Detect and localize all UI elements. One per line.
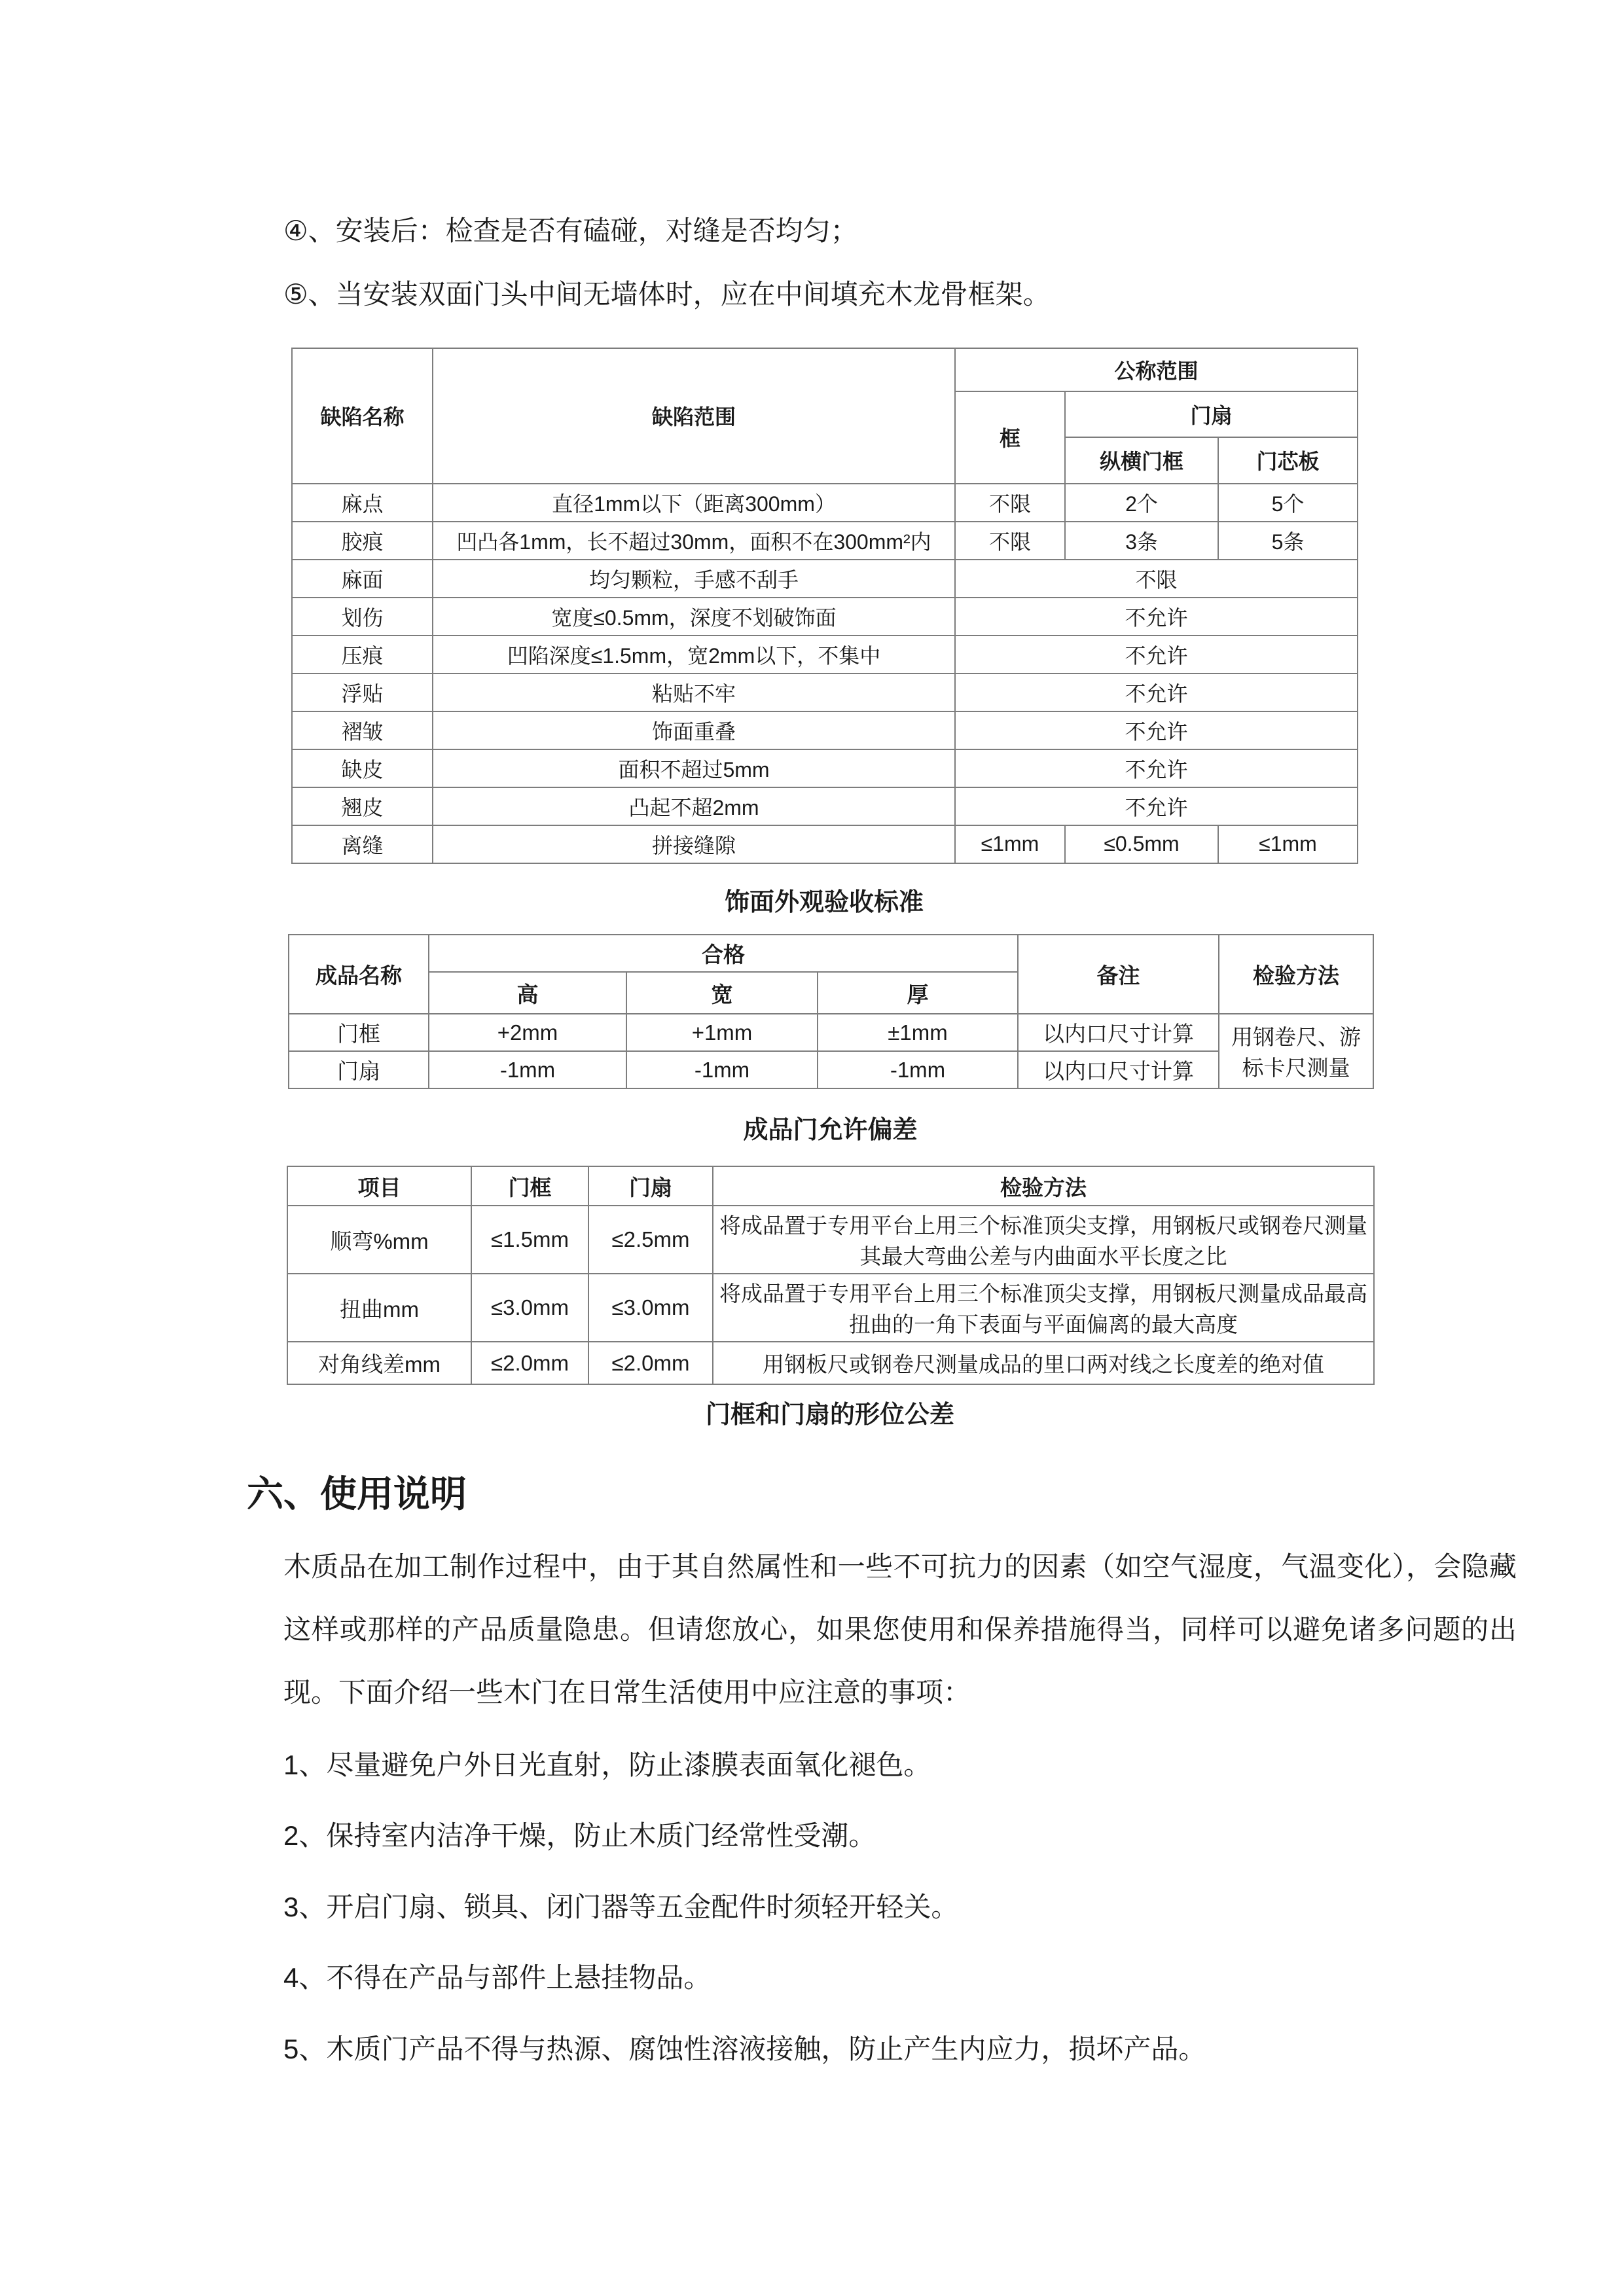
usage-note-2: 2、保持室内洁净干燥，防止木质门经常性受潮。 <box>283 1820 876 1852</box>
t1-defect-range-cell: 粘贴不牢 <box>433 673 955 711</box>
usage-note-5: 5、木质门产品不得与热源、腐蚀性溶液接触，防止产生内应力，损坏产品。 <box>283 2033 1206 2064</box>
t1-all-cell: 不限 <box>955 560 1358 598</box>
t1-defect-range-cell: 凹陷深度≤1.5mm，宽2mm以下，不集中 <box>433 636 955 673</box>
t1-all-cell: 不允许 <box>955 749 1358 787</box>
table-row <box>292 636 1358 673</box>
table-row <box>292 560 1358 598</box>
t1-defect-name-cell: 麻面 <box>292 560 433 598</box>
t1-defect-name-cell: 麻点 <box>292 484 433 522</box>
t1-defect-range-cell: 拼接缝隙 <box>433 825 955 863</box>
t3-leaf-cell: ≤2.5mm <box>588 1206 713 1274</box>
t1-defect-range-cell: 饰面重叠 <box>433 711 955 749</box>
t1-vh-cell: 3条 <box>1065 522 1218 560</box>
t3-header-leaf: 门扇 <box>588 1166 713 1206</box>
t2-header-width: 宽 <box>626 972 818 1014</box>
table-row <box>287 1206 1374 1274</box>
t2-header-qualified: 合格 <box>429 935 1018 972</box>
finished-door-deviation-table <box>288 934 1374 1089</box>
t1-header-frame: 框 <box>955 391 1065 484</box>
t1-all-cell: 不允许 <box>955 711 1358 749</box>
t1-core-cell: 5个 <box>1218 484 1358 522</box>
usage-notes-list <box>0 1749 1624 2066</box>
t1-all-cell: 不允许 <box>955 673 1358 711</box>
table-row <box>292 673 1358 711</box>
t2-method-cell: 用钢卷尺、游标卡尺测量 <box>1219 1014 1373 1088</box>
t3-item-cell: 对角线差mm <box>287 1342 471 1384</box>
intro-item-5: ⑤、当安装双面门头中间无墙体时，应在中间填充木龙骨框架。 <box>283 279 1051 310</box>
t2-name-cell: 门扇 <box>289 1051 429 1088</box>
table-row <box>292 749 1358 787</box>
t2-w-cell: +1mm <box>626 1014 818 1051</box>
t2-header-thickness: 厚 <box>818 972 1018 1014</box>
intro-item-4: ④、安装后：检查是否有磕碰，对缝是否均匀； <box>283 215 858 246</box>
t3-item-cell: 扭曲mm <box>287 1274 471 1342</box>
t3-frame-cell: ≤3.0mm <box>471 1274 588 1342</box>
t3-leaf-cell: ≤2.0mm <box>588 1342 713 1384</box>
t3-frame-cell: ≤2.0mm <box>471 1342 588 1384</box>
table-caption-finish-acceptance: 饰面外观验收标准 <box>724 888 924 916</box>
table-caption-door-deviation: 成品门允许偏差 <box>743 1117 918 1145</box>
t1-defect-range-cell: 宽度≤0.5mm，深度不划破饰面 <box>433 598 955 636</box>
t3-header-frame: 门框 <box>471 1166 588 1206</box>
t2-header-height: 高 <box>429 972 626 1014</box>
t2-h-cell: -1mm <box>429 1051 626 1088</box>
table-row <box>289 1051 1373 1088</box>
t1-defect-range-cell: 凸起不超2mm <box>433 787 955 825</box>
t1-header-nominal-range: 公称范围 <box>955 348 1358 391</box>
usage-note-3: 3、开启门扇、锁具、闭门器等五金配件时须轻开轻关。 <box>283 1891 959 1922</box>
t3-item-cell: 顺弯%mm <box>287 1206 471 1274</box>
t1-defect-name-cell: 划伤 <box>292 598 433 636</box>
t2-header-remark: 备注 <box>1018 935 1219 1014</box>
t1-vh-cell: 2个 <box>1065 484 1218 522</box>
table-row <box>292 598 1358 636</box>
t1-header-core-board: 门芯板 <box>1218 437 1358 484</box>
t1-header-vh-frame: 纵横门框 <box>1065 437 1218 484</box>
t2-header-product-name: 成品名称 <box>289 935 429 1014</box>
t1-defect-range-cell: 凹凸各1mm，长不超过30mm，面积不在300mm²内 <box>433 522 955 560</box>
t1-all-cell: 不允许 <box>955 787 1358 825</box>
table-row <box>292 787 1358 825</box>
geometry-tolerance-table <box>287 1166 1375 1385</box>
section-heading-usage: 六、使用说明 <box>247 1473 467 1515</box>
t2-t-cell: -1mm <box>818 1051 1018 1088</box>
t1-core-cell: 5条 <box>1218 522 1358 560</box>
t1-frame-cell: 不限 <box>955 484 1065 522</box>
t3-method-cell: 用钢板尺或钢卷尺测量成品的里口两对线之长度差的绝对值 <box>713 1342 1374 1384</box>
t1-defect-name-cell: 缺皮 <box>292 749 433 787</box>
t1-defect-name-cell: 褶皱 <box>292 711 433 749</box>
table-caption-geometry-tolerance: 门框和门扇的形位公差 <box>705 1401 954 1429</box>
table-row <box>289 1014 1373 1051</box>
t1-vh-cell: ≤0.5mm <box>1065 825 1218 863</box>
t1-frame-cell: ≤1mm <box>955 825 1065 863</box>
table-row <box>292 825 1358 863</box>
t2-h-cell: +2mm <box>429 1014 626 1051</box>
t1-defect-name-cell: 浮贴 <box>292 673 433 711</box>
t1-defect-range-cell: 直径1mm以下（距离300mm） <box>433 484 955 522</box>
t2-name-cell: 门框 <box>289 1014 429 1051</box>
t2-remark-cell: 以内口尺寸计算 <box>1018 1014 1219 1051</box>
usage-note-4: 4、不得在产品与部件上悬挂物品。 <box>283 1962 712 1994</box>
t1-defect-name-cell: 离缝 <box>292 825 433 863</box>
t1-defect-name-cell: 翘皮 <box>292 787 433 825</box>
t3-frame-cell: ≤1.5mm <box>471 1206 588 1274</box>
table-row <box>292 484 1358 522</box>
table-row <box>292 711 1358 749</box>
t3-method-cell: 将成品置于专用平台上用三个标准顶尖支撑，用钢板尺测量成品最高扭曲的一角下表面与平面偏离的最大高度 <box>713 1274 1374 1342</box>
t1-all-cell: 不允许 <box>955 598 1358 636</box>
t3-leaf-cell: ≤3.0mm <box>588 1274 713 1342</box>
t1-defect-name-cell: 压痕 <box>292 636 433 673</box>
finish-appearance-table <box>291 348 1358 864</box>
t1-header-defect-range: 缺陷范围 <box>433 348 955 484</box>
t1-header-door-leaf: 门扇 <box>1065 391 1358 437</box>
usage-note-1: 1、尽量避免户外日光直射，防止漆膜表面氧化褪色。 <box>283 1749 931 1781</box>
table-row <box>287 1342 1374 1384</box>
t1-defect-range-cell: 面积不超过5mm <box>433 749 955 787</box>
t2-header-method: 检验方法 <box>1219 935 1373 1014</box>
usage-intro-paragraph: 木质品在加工制作过程中，由于其自然属性和一些不可抗力的因素（如空气湿度，气温变化），会隐藏这样或那样的产品质量隐患。但请您放心，如果您使用和保养措施得当，同样可以避免诸多问题的出现。下面介绍一些木门在日常生活使用中应注意的事项： <box>283 1551 1517 1708</box>
t1-core-cell: ≤1mm <box>1218 825 1358 863</box>
t1-defect-name-cell: 胶痕 <box>292 522 433 560</box>
t2-w-cell: -1mm <box>626 1051 818 1088</box>
t3-header-item: 项目 <box>287 1166 471 1206</box>
table-row <box>287 1274 1374 1342</box>
t3-method-cell: 将成品置于专用平台上用三个标准顶尖支撑，用钢板尺或钢卷尺测量其最大弯曲公差与内曲面水平长度之比 <box>713 1206 1374 1274</box>
t1-all-cell: 不允许 <box>955 636 1358 673</box>
t1-defect-range-cell: 均匀颗粒，手感不刮手 <box>433 560 955 598</box>
t3-header-method: 检验方法 <box>713 1166 1374 1206</box>
t2-remark-cell: 以内口尺寸计算 <box>1018 1051 1219 1088</box>
t2-t-cell: ±1mm <box>818 1014 1018 1051</box>
t1-header-defect-name: 缺陷名称 <box>292 348 433 484</box>
t1-frame-cell: 不限 <box>955 522 1065 560</box>
table-row <box>292 522 1358 560</box>
